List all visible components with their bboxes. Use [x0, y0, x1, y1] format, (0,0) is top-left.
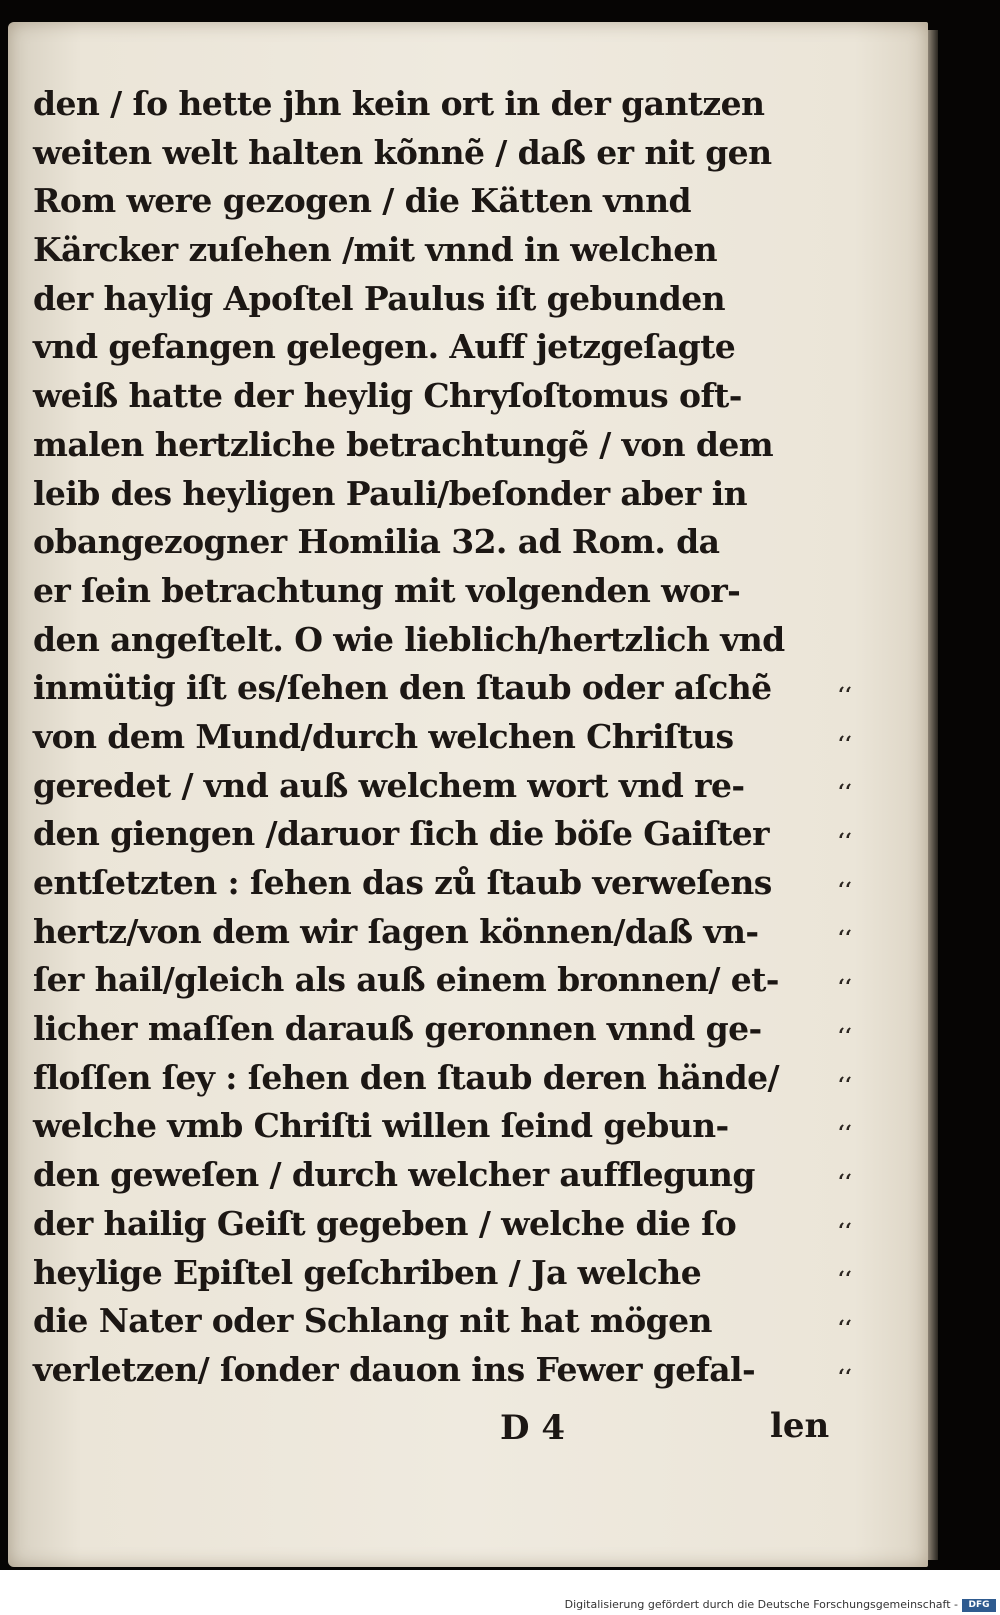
- text-line: obangezogner Homilia 32. ad Rom. da: [33, 522, 720, 562]
- quote-mark: ‘‘: [838, 1363, 852, 1388]
- quote-mark: ‘‘: [838, 1168, 852, 1193]
- quote-mark: ‘‘: [838, 730, 852, 755]
- text-line: den angeſtelt. O wie lieblich/hertzlich vnd: [33, 619, 785, 659]
- quote-mark: ‘‘: [838, 974, 852, 999]
- body-text: [33, 80, 833, 1395]
- credit-text: Digitalisierung gefördert durch die Deutsche Forschungsgemeinschaft -: [564, 1598, 958, 1611]
- text-line: weiß hatte der heylig Chryſoſtomus oft-: [33, 376, 742, 416]
- text-line: der haylig Apoſtel Paulus iſt gebunden: [33, 278, 726, 318]
- text-line: Rom were gezogen / die Kätten vnnd: [33, 181, 691, 221]
- text-line: den geweſen / durch welcher aufflegung: [33, 1155, 755, 1195]
- text-line: Kärcker zuſehen /mit vnnd in welchen: [33, 230, 718, 270]
- text-line: verletzen/ ſonder dauon ins Fewer gefal-: [33, 1349, 756, 1389]
- text-line: heylige Epiſtel geſchriben / Ja welche: [33, 1252, 702, 1292]
- text-line: er ſein betrachtung mit volgenden wor-: [33, 570, 741, 610]
- text-line: von dem Mund/durch welchen Chriſtus: [33, 716, 734, 756]
- text-line: vnd gefangen gelegen. Auff jetzgeſagte: [33, 327, 736, 367]
- quote-mark: ‘‘: [838, 1120, 852, 1145]
- signature-mark: D 4: [500, 1408, 565, 1448]
- quote-mark: ‘‘: [838, 1071, 852, 1096]
- text-line: malen hertzliche betrachtungẽ / von dem: [33, 424, 774, 464]
- quote-mark: ‘‘: [838, 828, 852, 853]
- quotation-margin-marks: [838, 670, 878, 1400]
- quote-mark: ‘‘: [838, 1314, 852, 1339]
- quote-mark: ‘‘: [838, 1022, 852, 1047]
- catchword: len: [770, 1406, 830, 1446]
- dfg-logo: DFG: [962, 1599, 996, 1612]
- page-edge: [928, 30, 938, 1560]
- text-line: die Nater oder Schlang nit hat mögen: [33, 1301, 712, 1341]
- quote-mark: ‘‘: [838, 779, 852, 804]
- text-line: leib des heyligen Pauli/beſonder aber in: [33, 473, 748, 513]
- quote-mark: ‘‘: [838, 876, 852, 901]
- text-line: entſetzten : ſehen das zů ſtaub verweſens: [33, 863, 772, 902]
- text-line: der hailig Geiſt gegeben / welche die ſo: [33, 1203, 737, 1243]
- text-line: licher maſſen darauß geronnen vnnd ge-: [33, 1009, 762, 1049]
- text-line: floſſen ſey : ſehen den ſtaub deren hände/: [33, 1057, 779, 1097]
- text-line: geredet / vnd auß welchem wort vnd re-: [33, 765, 745, 805]
- text-line: welche vmb Chriſti willen ſeind gebun-: [33, 1106, 729, 1146]
- text-line: ſer hail/gleich als auß einem bronnen/ et-: [33, 960, 779, 1000]
- quote-mark: ‘‘: [838, 925, 852, 950]
- quote-mark: ‘‘: [838, 682, 852, 706]
- text-line: den giengen /daruor ſich die böſe Gaiſter: [33, 814, 769, 854]
- text-line: weiten welt halten kõnnẽ / daß er nit gen: [33, 132, 772, 172]
- text-line: inmütig iſt es/ſehen den ſtaub oder aſchẽ: [33, 668, 772, 708]
- text-line: den / ſo hette jhn kein ort in der gantzen: [33, 84, 765, 123]
- quote-mark: ‘‘: [838, 1266, 852, 1291]
- text-line: hertz/von dem wir ſagen können/daß vn-: [33, 911, 759, 951]
- quote-mark: ‘‘: [838, 1217, 852, 1242]
